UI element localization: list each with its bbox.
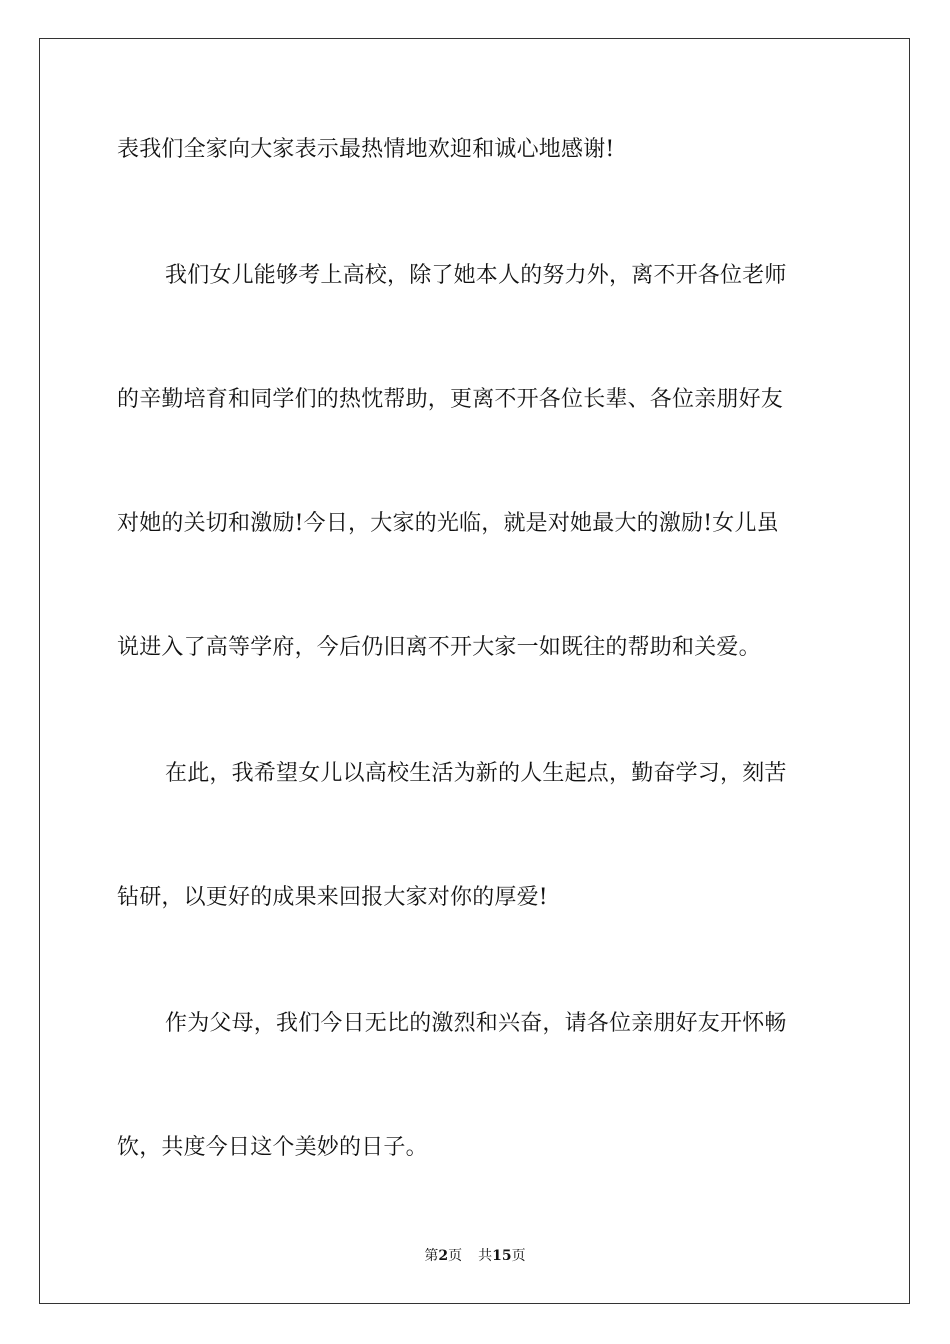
paragraph-line-3: 的辛勤培育和同学们的热忱帮助，更离不开各位长辈、各位亲朋好友 <box>117 387 784 412</box>
page-prefix: 第 <box>424 1248 439 1264</box>
page-number: 2 <box>438 1248 449 1264</box>
paragraph-line-6: 在此，我希望女儿以高校生活为新的人生起点，勤奋学习，刻苦 <box>165 761 787 786</box>
paragraph-line-8: 作为父母，我们今日无比的激烈和兴奋，请各位亲朋好友开怀畅 <box>165 1011 787 1036</box>
page-footer <box>0 1246 950 1266</box>
total-pages: 15 <box>492 1248 512 1264</box>
paragraph-line-2: 我们女儿能够考上高校，除了她本人的努力外，离不开各位老师 <box>165 263 787 288</box>
page-border <box>39 38 910 1304</box>
paragraph-line-7: 钻研，以更好的成果来回报大家对你的厚爱! <box>117 885 548 910</box>
total-suffix: 页 <box>511 1248 526 1264</box>
paragraph-line-1: 表我们全家向大家表示最热情地欢迎和诚心地感谢! <box>117 137 615 162</box>
page-suffix: 页 <box>448 1248 463 1264</box>
paragraph-line-4: 对她的关切和激励!今日，大家的光临，就是对她最大的激励!女儿虽 <box>117 511 779 536</box>
paragraph-line-9: 饮，共度今日这个美妙的日子。 <box>117 1135 428 1160</box>
total-prefix: 共 <box>478 1248 493 1264</box>
paragraph-line-5: 说进入了高等学府，今后仍旧离不开大家一如既往的帮助和关爱。 <box>117 635 761 660</box>
